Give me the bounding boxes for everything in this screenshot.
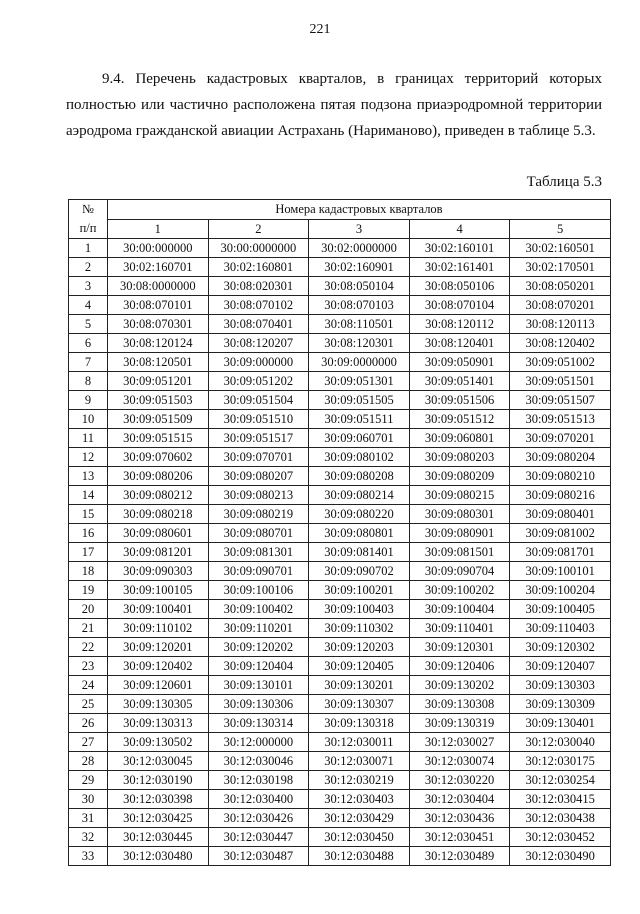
cadastral-number-cell: 30:09:130306 [208, 695, 309, 714]
intro-paragraph: 9.4. Перечень кадастровых кварталов, в границах территорий которых полностью или частично расположена пятая подзона приаэродромной территории аэродрома гражданской авиации Астрахань (Нариманово), приведен в таблице 5.3. [66, 71, 602, 139]
cadastral-number-cell: 30:09:090701 [208, 562, 309, 581]
row-number-cell: 10 [69, 410, 108, 429]
cadastral-number-cell: 30:09:100405 [510, 600, 611, 619]
cadastral-number-cell: 30:02:161401 [409, 258, 510, 277]
row-number-cell: 25 [69, 695, 108, 714]
cadastral-number-cell: 30:09:090702 [309, 562, 410, 581]
cadastral-number-cell: 30:12:030400 [208, 790, 309, 809]
cadastral-number-cell: 30:09:080213 [208, 486, 309, 505]
table-row [69, 391, 611, 410]
cadastral-number-cell: 30:09:100101 [510, 562, 611, 581]
cadastral-number-cell: 30:09:100106 [208, 581, 309, 600]
row-number-cell: 31 [69, 809, 108, 828]
cadastral-number-cell: 30:08:120301 [309, 334, 410, 353]
row-number-cell: 21 [69, 619, 108, 638]
cadastral-number-cell: 30:09:130319 [409, 714, 510, 733]
table-row [69, 676, 611, 695]
cadastral-number-cell: 30:08:050201 [510, 277, 611, 296]
cadastral-number-cell: 30:12:030445 [108, 828, 209, 847]
row-number-cell: 29 [69, 771, 108, 790]
row-number-cell: 11 [69, 429, 108, 448]
cadastral-number-cell: 30:09:080218 [108, 505, 209, 524]
table-row [69, 657, 611, 676]
cadastral-number-cell: 30:09:100404 [409, 600, 510, 619]
cadastral-quarters-table [68, 199, 611, 866]
cadastral-number-cell: 30:08:070104 [409, 296, 510, 315]
cadastral-number-cell: 30:12:030046 [208, 752, 309, 771]
row-number-cell: 4 [69, 296, 108, 315]
cadastral-number-cell: 30:09:051510 [208, 410, 309, 429]
row-number-cell: 8 [69, 372, 108, 391]
cadastral-number-cell: 30:12:030488 [309, 847, 410, 866]
cadastral-number-cell: 30:09:051506 [409, 391, 510, 410]
cadastral-number-cell: 30:09:130307 [309, 695, 410, 714]
number-abbrev: п/п [79, 221, 97, 235]
table-row [69, 752, 611, 771]
row-number-cell: 22 [69, 638, 108, 657]
cadastral-number-cell: 30:09:080215 [409, 486, 510, 505]
row-number-cell: 23 [69, 657, 108, 676]
cadastral-number-cell: 30:09:110401 [409, 619, 510, 638]
table-row [69, 619, 611, 638]
row-number-cell: 2 [69, 258, 108, 277]
cadastral-number-cell: 30:09:0000000 [309, 353, 410, 372]
cadastral-number-cell: 30:09:120407 [510, 657, 611, 676]
row-number-cell: 27 [69, 733, 108, 752]
table-row [69, 315, 611, 334]
cadastral-number-cell: 30:12:000000 [208, 733, 309, 752]
row-number-cell: 6 [69, 334, 108, 353]
column-header: 3 [309, 219, 410, 239]
cadastral-number-cell: 30:08:120207 [208, 334, 309, 353]
cadastral-number-cell: 30:09:120404 [208, 657, 309, 676]
cadastral-number-cell: 30:08:020301 [208, 277, 309, 296]
cadastral-number-cell: 30:12:030429 [309, 809, 410, 828]
table-row [69, 809, 611, 828]
cadastral-number-cell: 30:12:030426 [208, 809, 309, 828]
cadastral-number-cell: 30:12:030403 [309, 790, 410, 809]
cadastral-number-cell: 30:09:130313 [108, 714, 209, 733]
cadastral-number-cell: 30:09:081401 [309, 543, 410, 562]
cadastral-number-cell: 30:09:060701 [309, 429, 410, 448]
column-header: 4 [409, 219, 510, 239]
cadastral-number-cell: 30:09:000000 [208, 353, 309, 372]
cadastral-number-cell: 30:09:130318 [309, 714, 410, 733]
cadastral-number-cell: 30:09:051504 [208, 391, 309, 410]
cadastral-number-cell: 30:09:080216 [510, 486, 611, 505]
cadastral-number-cell: 30:09:051509 [108, 410, 209, 429]
cadastral-number-cell: 30:09:051507 [510, 391, 611, 410]
cadastral-number-cell: 30:12:030071 [309, 752, 410, 771]
cadastral-number-cell: 30:12:030220 [409, 771, 510, 790]
cadastral-number-cell: 30:08:120112 [409, 315, 510, 334]
cadastral-number-cell: 30:09:110302 [309, 619, 410, 638]
cadastral-number-cell: 30:09:090303 [108, 562, 209, 581]
cadastral-number-cell: 30:09:130314 [208, 714, 309, 733]
cadastral-number-cell: 30:08:120113 [510, 315, 611, 334]
cadastral-number-cell: 30:09:130309 [510, 695, 611, 714]
cadastral-number-cell: 30:02:170501 [510, 258, 611, 277]
table-body [69, 239, 611, 866]
cadastral-number-cell: 30:08:120124 [108, 334, 209, 353]
table-row [69, 714, 611, 733]
cadastral-number-cell: 30:08:070201 [510, 296, 611, 315]
cadastral-number-cell: 30:09:080206 [108, 467, 209, 486]
row-number-cell: 16 [69, 524, 108, 543]
table-row [69, 543, 611, 562]
cadastral-number-cell: 30:09:120201 [108, 638, 209, 657]
row-number-cell: 14 [69, 486, 108, 505]
cadastral-number-cell: 30:08:070102 [208, 296, 309, 315]
cadastral-number-cell: 30:12:030452 [510, 828, 611, 847]
cadastral-number-cell: 30:08:120401 [409, 334, 510, 353]
table-row [69, 277, 611, 296]
cadastral-number-cell: 30:09:130303 [510, 676, 611, 695]
cadastral-number-cell: 30:08:050106 [409, 277, 510, 296]
cadastral-number-cell: 30:12:030045 [108, 752, 209, 771]
cadastral-number-cell: 30:02:0000000 [309, 239, 410, 258]
cadastral-number-cell: 30:09:100204 [510, 581, 611, 600]
cadastral-number-cell: 30:09:080210 [510, 467, 611, 486]
table-row [69, 258, 611, 277]
cadastral-number-cell: 30:09:070201 [510, 429, 611, 448]
cadastral-number-cell: 30:09:080801 [309, 524, 410, 543]
table-row [69, 429, 611, 448]
table-row [69, 353, 611, 372]
cadastral-number-cell: 30:09:130401 [510, 714, 611, 733]
group-header: Номера кадастровых кварталов [108, 200, 611, 220]
cadastral-number-cell: 30:09:070701 [208, 448, 309, 467]
cadastral-number-cell: 30:09:100401 [108, 600, 209, 619]
table-row [69, 410, 611, 429]
cadastral-number-cell: 30:09:051505 [309, 391, 410, 410]
cadastral-number-cell: 30:08:070301 [108, 315, 209, 334]
cadastral-number-cell: 30:02:160801 [208, 258, 309, 277]
cadastral-number-cell: 30:12:030480 [108, 847, 209, 866]
cadastral-number-cell: 30:12:030040 [510, 733, 611, 752]
cadastral-number-cell: 30:09:080220 [309, 505, 410, 524]
table-row [69, 296, 611, 315]
cadastral-number-cell: 30:12:030254 [510, 771, 611, 790]
cadastral-number-cell: 30:12:030175 [510, 752, 611, 771]
table-row [69, 239, 611, 258]
cadastral-number-cell: 30:09:051517 [208, 429, 309, 448]
cadastral-number-cell: 30:12:030219 [309, 771, 410, 790]
row-number-cell: 32 [69, 828, 108, 847]
cadastral-number-cell: 30:09:130308 [409, 695, 510, 714]
cadastral-number-cell: 30:09:130202 [409, 676, 510, 695]
number-sign: № [82, 202, 94, 216]
table-row [69, 771, 611, 790]
table-row [69, 638, 611, 657]
cadastral-number-cell: 30:09:110403 [510, 619, 611, 638]
cadastral-number-cell: 30:09:081002 [510, 524, 611, 543]
table-row [69, 828, 611, 847]
cadastral-number-cell: 30:12:030074 [409, 752, 510, 771]
cadastral-number-cell: 30:12:030487 [208, 847, 309, 866]
column-header: 5 [510, 219, 611, 239]
row-number-cell: 24 [69, 676, 108, 695]
cadastral-number-cell: 30:08:120501 [108, 353, 209, 372]
cadastral-number-cell: 30:09:130201 [309, 676, 410, 695]
cadastral-number-cell: 30:09:081501 [409, 543, 510, 562]
cadastral-number-cell: 30:12:030398 [108, 790, 209, 809]
cadastral-number-cell: 30:09:051202 [208, 372, 309, 391]
table-row [69, 448, 611, 467]
cadastral-number-cell: 30:09:100403 [309, 600, 410, 619]
cadastral-number-cell: 30:09:080214 [309, 486, 410, 505]
cadastral-number-cell: 30:12:030450 [309, 828, 410, 847]
cadastral-number-cell: 30:09:080102 [309, 448, 410, 467]
cadastral-number-cell: 30:02:160101 [409, 239, 510, 258]
cadastral-number-cell: 30:09:080209 [409, 467, 510, 486]
cadastral-number-cell: 30:12:030447 [208, 828, 309, 847]
table-row [69, 581, 611, 600]
cadastral-number-cell: 30:09:120202 [208, 638, 309, 657]
cadastral-number-cell: 30:09:080301 [409, 505, 510, 524]
cadastral-number-cell: 30:09:130502 [108, 733, 209, 752]
table-row [69, 486, 611, 505]
cadastral-number-cell: 30:08:0000000 [108, 277, 209, 296]
cadastral-number-cell: 30:09:051512 [409, 410, 510, 429]
cadastral-number-cell: 30:09:110201 [208, 619, 309, 638]
page-number: 221 [309, 22, 331, 37]
cadastral-number-cell: 30:09:051501 [510, 372, 611, 391]
cadastral-number-cell: 30:08:050104 [309, 277, 410, 296]
row-number-cell: 13 [69, 467, 108, 486]
cadastral-number-cell: 30:09:120301 [409, 638, 510, 657]
row-number-cell: 18 [69, 562, 108, 581]
cadastral-number-cell: 30:02:160901 [309, 258, 410, 277]
table-header-row-1 [69, 200, 611, 220]
row-number-cell: 26 [69, 714, 108, 733]
row-number-cell: 33 [69, 847, 108, 866]
cadastral-number-cell: 30:09:051513 [510, 410, 611, 429]
cadastral-number-cell: 30:08:070401 [208, 315, 309, 334]
row-number-header [69, 200, 108, 239]
cadastral-number-cell: 30:12:030190 [108, 771, 209, 790]
cadastral-number-cell: 30:09:081301 [208, 543, 309, 562]
table-row [69, 372, 611, 391]
cadastral-number-cell: 30:09:050901 [409, 353, 510, 372]
cadastral-number-cell: 30:09:120601 [108, 676, 209, 695]
cadastral-number-cell: 30:12:030438 [510, 809, 611, 828]
cadastral-number-cell: 30:12:030451 [409, 828, 510, 847]
table-row [69, 505, 611, 524]
cadastral-number-cell: 30:09:120406 [409, 657, 510, 676]
column-header: 2 [208, 219, 309, 239]
row-number-cell: 20 [69, 600, 108, 619]
cadastral-number-cell: 30:09:070602 [108, 448, 209, 467]
row-number-cell: 12 [69, 448, 108, 467]
table-row [69, 524, 611, 543]
table-caption: Таблица 5.3 [526, 174, 602, 190]
row-number-cell: 1 [69, 239, 108, 258]
cadastral-number-cell: 30:12:030490 [510, 847, 611, 866]
cadastral-number-cell: 30:09:081701 [510, 543, 611, 562]
row-number-cell: 15 [69, 505, 108, 524]
cadastral-number-cell: 30:00:0000000 [208, 239, 309, 258]
cadastral-number-cell: 30:09:080212 [108, 486, 209, 505]
cadastral-number-cell: 30:09:080203 [409, 448, 510, 467]
cadastral-number-cell: 30:09:080901 [409, 524, 510, 543]
table-row [69, 467, 611, 486]
row-number-cell: 17 [69, 543, 108, 562]
cadastral-number-cell: 30:09:080204 [510, 448, 611, 467]
table-row [69, 790, 611, 809]
table-row [69, 600, 611, 619]
cadastral-number-cell: 30:09:100105 [108, 581, 209, 600]
cadastral-number-cell: 30:09:080219 [208, 505, 309, 524]
cadastral-number-cell: 30:09:120402 [108, 657, 209, 676]
cadastral-number-cell: 30:02:160701 [108, 258, 209, 277]
cadastral-number-cell: 30:12:030027 [409, 733, 510, 752]
cadastral-number-cell: 30:08:070101 [108, 296, 209, 315]
row-number-cell: 5 [69, 315, 108, 334]
cadastral-number-cell: 30:12:030404 [409, 790, 510, 809]
cadastral-number-cell: 30:09:051301 [309, 372, 410, 391]
cadastral-number-cell: 30:09:051401 [409, 372, 510, 391]
cadastral-number-cell: 30:09:130305 [108, 695, 209, 714]
cadastral-number-cell: 30:09:051515 [108, 429, 209, 448]
cadastral-number-cell: 30:12:030011 [309, 733, 410, 752]
cadastral-number-cell: 30:09:051511 [309, 410, 410, 429]
cadastral-number-cell: 30:08:070103 [309, 296, 410, 315]
cadastral-number-cell: 30:12:030415 [510, 790, 611, 809]
row-number-cell: 9 [69, 391, 108, 410]
cadastral-number-cell: 30:12:030198 [208, 771, 309, 790]
cadastral-number-cell: 30:09:130101 [208, 676, 309, 695]
cadastral-number-cell: 30:08:110501 [309, 315, 410, 334]
table-header-row-2 [69, 219, 611, 239]
cadastral-number-cell: 30:09:120203 [309, 638, 410, 657]
cadastral-number-cell: 30:09:110102 [108, 619, 209, 638]
cadastral-number-cell: 30:09:120405 [309, 657, 410, 676]
table-row [69, 562, 611, 581]
cadastral-number-cell: 30:09:051503 [108, 391, 209, 410]
table-row [69, 733, 611, 752]
table-row [69, 334, 611, 353]
row-number-cell: 7 [69, 353, 108, 372]
row-number-cell: 3 [69, 277, 108, 296]
cadastral-number-cell: 30:00:000000 [108, 239, 209, 258]
cadastral-number-cell: 30:09:080401 [510, 505, 611, 524]
table-row [69, 847, 611, 866]
cadastral-number-cell: 30:09:080207 [208, 467, 309, 486]
cadastral-number-cell: 30:12:030425 [108, 809, 209, 828]
cadastral-number-cell: 30:09:060801 [409, 429, 510, 448]
cadastral-number-cell: 30:12:030436 [409, 809, 510, 828]
cadastral-number-cell: 30:09:051002 [510, 353, 611, 372]
cadastral-number-cell: 30:02:160501 [510, 239, 611, 258]
column-header: 1 [108, 219, 209, 239]
cadastral-number-cell: 30:09:080601 [108, 524, 209, 543]
row-number-cell: 30 [69, 790, 108, 809]
row-number-cell: 28 [69, 752, 108, 771]
cadastral-number-cell: 30:09:080208 [309, 467, 410, 486]
cadastral-number-cell: 30:09:120302 [510, 638, 611, 657]
cadastral-number-cell: 30:09:080701 [208, 524, 309, 543]
cadastral-number-cell: 30:08:120402 [510, 334, 611, 353]
cadastral-number-cell: 30:09:081201 [108, 543, 209, 562]
table-row [69, 695, 611, 714]
cadastral-number-cell: 30:09:100201 [309, 581, 410, 600]
cadastral-number-cell: 30:09:051201 [108, 372, 209, 391]
cadastral-number-cell: 30:09:100202 [409, 581, 510, 600]
cadastral-number-cell: 30:12:030489 [409, 847, 510, 866]
cadastral-number-cell: 30:09:100402 [208, 600, 309, 619]
row-number-cell: 19 [69, 581, 108, 600]
cadastral-number-cell: 30:09:090704 [409, 562, 510, 581]
